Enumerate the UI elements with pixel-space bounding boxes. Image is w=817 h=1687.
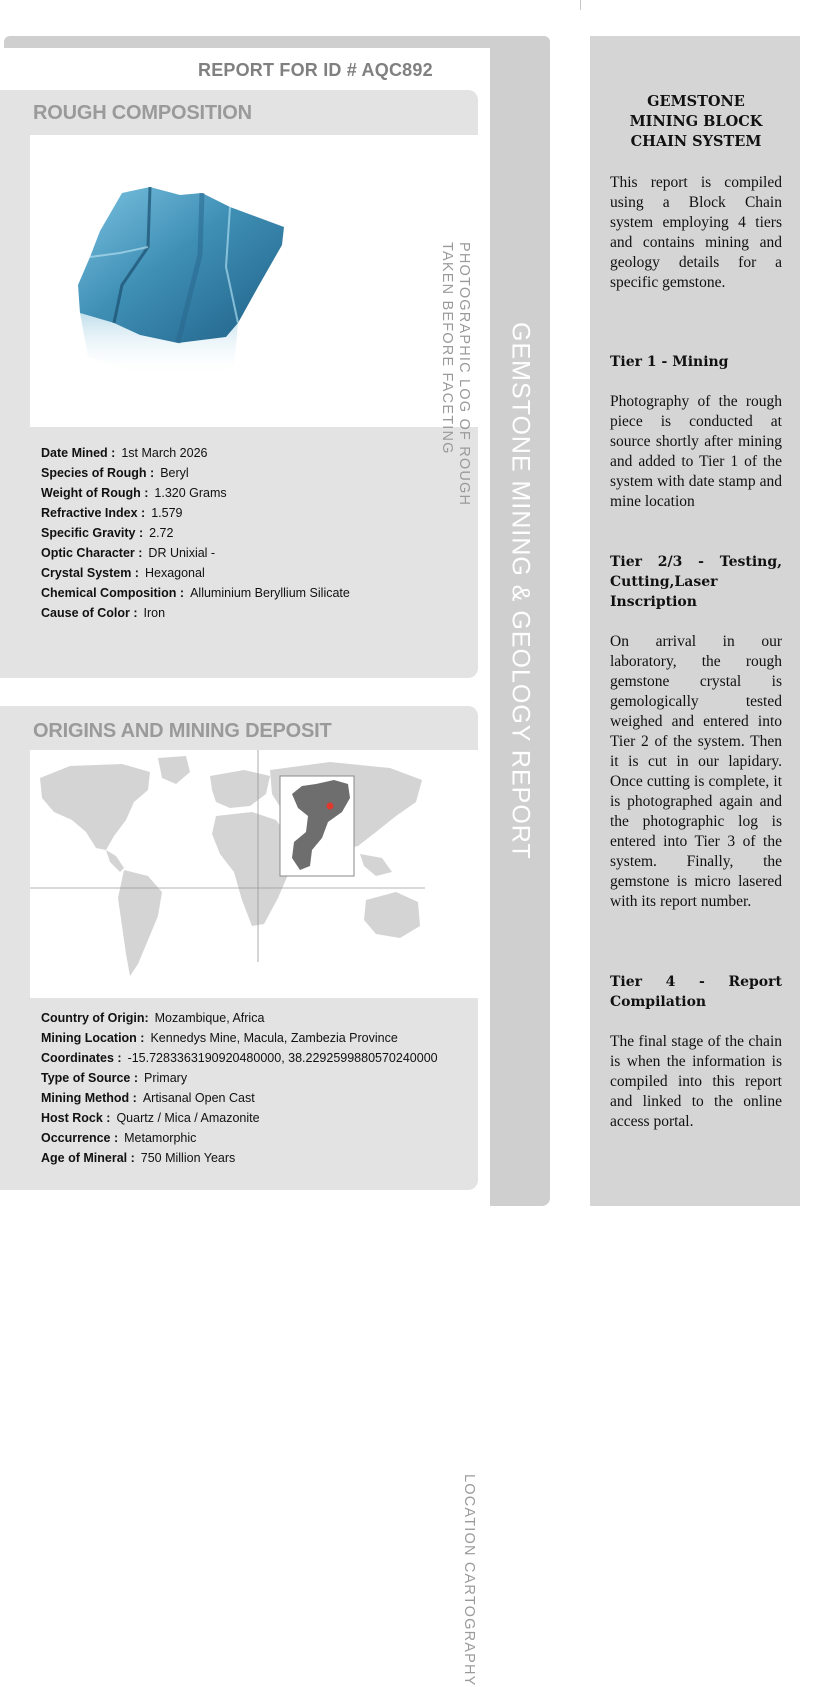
report-id: REPORT FOR ID # AQC892 — [198, 60, 433, 80]
world-map-image — [30, 750, 425, 998]
tier-1-heading: Tier 1 - Mining — [610, 354, 729, 370]
info-title-line-3: CHAIN SYSTEM — [630, 133, 762, 150]
fact-occurrence: Occurrence : Metamorphic — [41, 1131, 197, 1145]
fact-refractive-index: Refractive Index : 1.579 — [41, 506, 183, 520]
fact-species: Species of Rough : Beryl — [41, 466, 189, 480]
tier-2-3-text: On arrival in our laboratory, the rough gemstone crystal is gemologically tested weighed and entered into Tier 2 of the system. Then it is cut in our lapidary. Once cutting is complete, it is photographed again and the photographic log is entered into Tier 3 of the system. Finally, the gemstone is micro lasered with its report number. — [610, 633, 782, 910]
report-vertical-band — [490, 36, 550, 1206]
fact-chemical-composition: Chemical Composition : Alluminium Beryllium Silicate — [41, 586, 350, 600]
tier-2-3-heading: Tier 2/3 - Testing, Cutting,Laser Inscription — [610, 554, 782, 610]
fact-date-mined: Date Mined : 1st March 2026 — [41, 446, 208, 460]
fact-weight: Weight of Rough : 1.320 Grams — [41, 486, 227, 500]
header-bar — [4, 36, 550, 48]
info-intro: This report is compiled using a Block Chain system employing 4 tiers and contains mining and geology details for a specific gemstone. — [610, 174, 782, 291]
fact-type-of-source: Type of Source : Primary — [41, 1071, 188, 1085]
map-caption: LOCATION CARTOGRAPHY — [461, 1474, 477, 1687]
vertical-report-title: GEMSTONE MINING & GEOLOGY REPORT — [506, 322, 535, 860]
fact-optic-character: Optic Character : DR Unixial - — [41, 546, 216, 560]
info-title-line-1: GEMSTONE — [647, 93, 745, 110]
tier-4-heading: Tier 4 - Report Compilation — [610, 974, 782, 1010]
fact-country-of-origin: Country of Origin: Mozambique, Africa — [41, 1011, 265, 1025]
info-title — [610, 92, 782, 152]
fact-host-rock: Host Rock : Quartz / Mica / Amazonite — [41, 1111, 260, 1125]
map-side — [425, 750, 478, 998]
fact-age-of-mineral: Age of Mineral : 750 Million Years — [41, 1151, 236, 1165]
origins-facts-list — [41, 1011, 438, 1171]
vertical-title-wrap — [490, 36, 550, 1206]
section-title-origins: ORIGINS AND MINING DEPOSIT — [33, 720, 332, 742]
top-tick-mark — [580, 0, 581, 10]
blockchain-info-panel — [590, 36, 800, 1206]
rough-photo-caption: PHOTOGRAPHIC LOG OF ROUGH TAKEN BEFORE FACETING — [439, 242, 472, 507]
mine-location-marker — [327, 803, 334, 810]
fact-coordinates: Coordinates : -15.7283363190920480000, 38.2292599880570240000 — [41, 1051, 438, 1065]
rough-facts-list — [41, 446, 350, 626]
tier-1-text: Photography of the rough piece is conducted at source shortly after mining and added to Tier 1 of the system with date stamp and mine location — [610, 393, 782, 510]
section-title-rough: ROUGH COMPOSITION — [33, 102, 252, 124]
rough-photo — [30, 135, 322, 427]
fact-mining-location: Mining Location : Kennedys Mine, Macula, Zambezia Province — [41, 1031, 398, 1045]
tier-4-text: The final stage of the chain is when the information is compiled into this report and linked to the online access portal. — [610, 1033, 782, 1130]
fact-crystal-system: Crystal System : Hexagonal — [41, 566, 205, 580]
info-title-line-2: MINING BLOCK — [629, 113, 763, 130]
gemstone-rough-image — [30, 135, 322, 427]
fact-mining-method: Mining Method : Artisanal Open Cast — [41, 1091, 255, 1105]
fact-specific-gravity: Specific Gravity : 2.72 — [41, 526, 174, 540]
fact-cause-of-color: Cause of Color : Iron — [41, 606, 166, 620]
world-map — [30, 750, 425, 998]
